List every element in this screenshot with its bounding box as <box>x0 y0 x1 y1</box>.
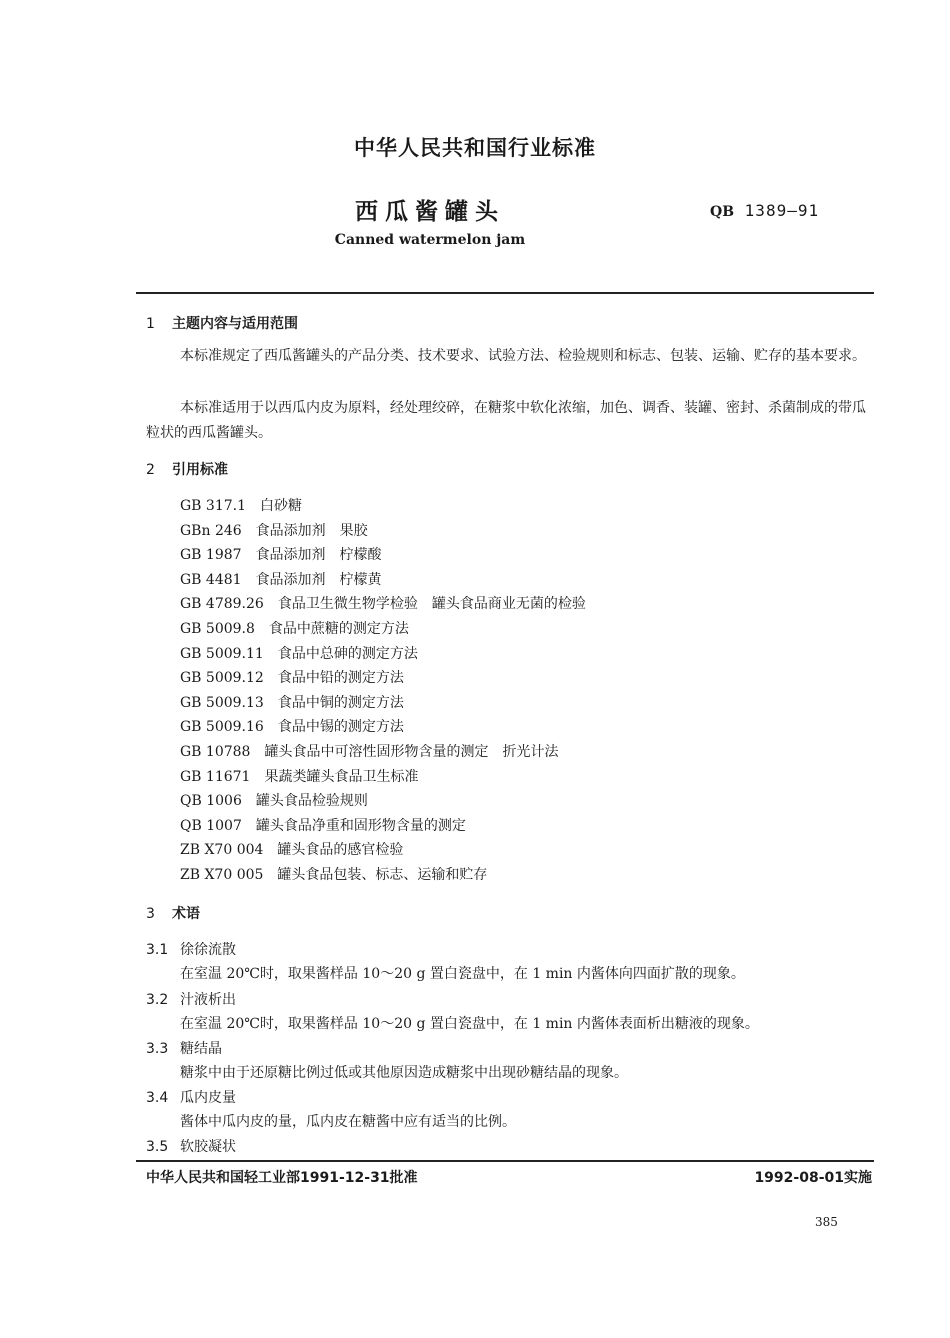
reference-item <box>180 642 586 667</box>
reference-item <box>180 519 586 544</box>
section-1-paragraph-1: 本标准规定了西瓜酱罐头的产品分类、技术要求、试验方法、检验规则和标志、包装、运输、贮存的基本要求。 <box>180 348 866 364</box>
section-3-heading <box>146 903 200 923</box>
reference-name: 食品添加剂 柠檬酸 <box>255 547 382 564</box>
reference-item <box>180 617 586 642</box>
reference-name: 食品卫生微生物学检验 罐头食品商业无菌的检验 <box>277 596 586 613</box>
reference-name: 果蔬类罐头食品卫生标准 <box>264 768 419 785</box>
reference-item <box>180 543 586 568</box>
section-number: 3 <box>146 906 155 922</box>
reference-code: GB 4789.26 <box>180 596 264 613</box>
term-number: 3.5 <box>146 1139 169 1155</box>
english-title: Canned watermelon jam <box>334 232 526 248</box>
section-number: 2 <box>146 462 155 478</box>
term-number: 3.4 <box>146 1090 169 1106</box>
reference-item <box>180 715 586 740</box>
reference-name: 罐头食品的感官检验 <box>277 842 404 859</box>
term-name: 瓜内皮量 <box>180 1090 236 1106</box>
reference-code: GB 4481 <box>180 571 242 588</box>
standard-name: 中华人民共和国行业标准 <box>354 136 596 160</box>
reference-name: 食品中锡的测定方法 <box>277 719 404 736</box>
reference-code: GBn 246 <box>180 522 242 539</box>
page-number: 385 <box>815 1215 838 1229</box>
reference-name: 食品中总砷的测定方法 <box>277 645 418 662</box>
term-name: 徐徐流散 <box>180 942 236 958</box>
reference-name: 食品添加剂 果胶 <box>255 522 368 539</box>
reference-name: 白砂糖 <box>260 498 303 514</box>
reference-item <box>180 740 586 765</box>
term-definition: 在室温 20℃时，取果酱样品 10～20 g 置白瓷盘中，在 1 min 内酱体表面析出糖液的现象。 <box>180 1016 759 1032</box>
reference-item <box>180 494 586 519</box>
document-title: 西瓜酱罐头 <box>355 199 505 225</box>
reference-item <box>180 789 586 814</box>
term-definition: 在室温 20℃时，取果酱样品 10～20 g 置白瓷盘中，在 1 min 内酱体向四面扩散的现象。 <box>180 966 745 982</box>
standard-code <box>710 201 819 220</box>
section-title: 术语 <box>172 906 200 922</box>
term-name: 汁液析出 <box>180 992 236 1008</box>
term-heading <box>146 939 236 959</box>
reference-item <box>180 765 586 790</box>
reference-name: 罐头食品包装、标志、运输和贮存 <box>277 866 488 883</box>
term-number: 3.1 <box>146 942 169 958</box>
reference-code: GB 1987 <box>180 547 242 564</box>
reference-item <box>180 863 586 888</box>
reference-item <box>180 568 586 593</box>
reference-code: GB 5009.11 <box>180 645 264 662</box>
reference-code: GB 5009.8 <box>180 620 255 637</box>
term-heading <box>146 989 236 1009</box>
term-number: 3.2 <box>146 992 169 1008</box>
reference-item <box>180 838 586 863</box>
bottom-divider <box>136 1160 874 1162</box>
reference-code: QB 1007 <box>180 817 242 834</box>
term-definition: 酱体中瓜内皮的量，瓜内皮在糖酱中应有适当的比例。 <box>180 1114 516 1130</box>
section-number: 1 <box>146 316 155 332</box>
reference-code: ZB X70 005 <box>180 866 264 883</box>
reference-name: 食品中蔗糖的测定方法 <box>268 620 409 637</box>
reference-name: 食品中铅的测定方法 <box>277 670 404 687</box>
term-heading <box>146 1087 236 1107</box>
reference-name: 食品添加剂 柠檬黄 <box>255 571 382 588</box>
reference-code: GB 317.1 <box>180 498 247 514</box>
reference-item <box>180 592 586 617</box>
reference-item <box>180 691 586 716</box>
reference-item <box>180 666 586 691</box>
reference-code: GB 10788 <box>180 743 251 760</box>
reference-code: GB 5009.12 <box>180 670 264 687</box>
section-1-heading <box>146 313 298 333</box>
approval-line: 中华人民共和国轻工业部1991-12-31批准 <box>146 1170 418 1186</box>
reference-code: ZB X70 004 <box>180 842 264 859</box>
reference-list <box>180 494 586 888</box>
term-name: 软胶凝状 <box>180 1139 236 1155</box>
reference-item <box>180 814 586 839</box>
section-title: 主题内容与适用范围 <box>172 316 298 332</box>
code-prefix: QB <box>710 204 735 220</box>
reference-code: GB 5009.16 <box>180 719 264 736</box>
section-2-heading <box>146 459 228 479</box>
reference-code: GB 5009.13 <box>180 694 264 711</box>
reference-code: QB 1006 <box>180 793 242 810</box>
term-heading <box>146 1136 236 1156</box>
implementation-date: 1992-08-01实施 <box>754 1170 872 1186</box>
term-name: 糖结晶 <box>180 1041 222 1057</box>
code-number: 1389—91 <box>744 201 820 220</box>
reference-name: 罐头食品中可溶性固形物含量的测定 折光计法 <box>264 743 559 760</box>
reference-name: 罐头食品检验规则 <box>255 793 368 810</box>
top-divider <box>136 292 874 294</box>
section-1-paragraph-2: 本标准适用于以西瓜内皮为原料，经处理绞碎，在糖浆中软化浓缩，加色、调香、装罐、密封、杀菌制成的带瓜粒状的西瓜酱罐头。 <box>146 400 866 441</box>
section-title: 引用标准 <box>172 462 228 478</box>
reference-code: GB 11671 <box>180 768 251 785</box>
reference-name: 食品中铜的测定方法 <box>277 694 404 711</box>
term-definition: 糖浆中由于还原糖比例过低或其他原因造成糖浆中出现砂糖结晶的现象。 <box>180 1065 628 1081</box>
term-number: 3.3 <box>146 1041 169 1057</box>
reference-name: 罐头食品净重和固形物含量的测定 <box>255 817 466 834</box>
term-heading <box>146 1038 222 1058</box>
